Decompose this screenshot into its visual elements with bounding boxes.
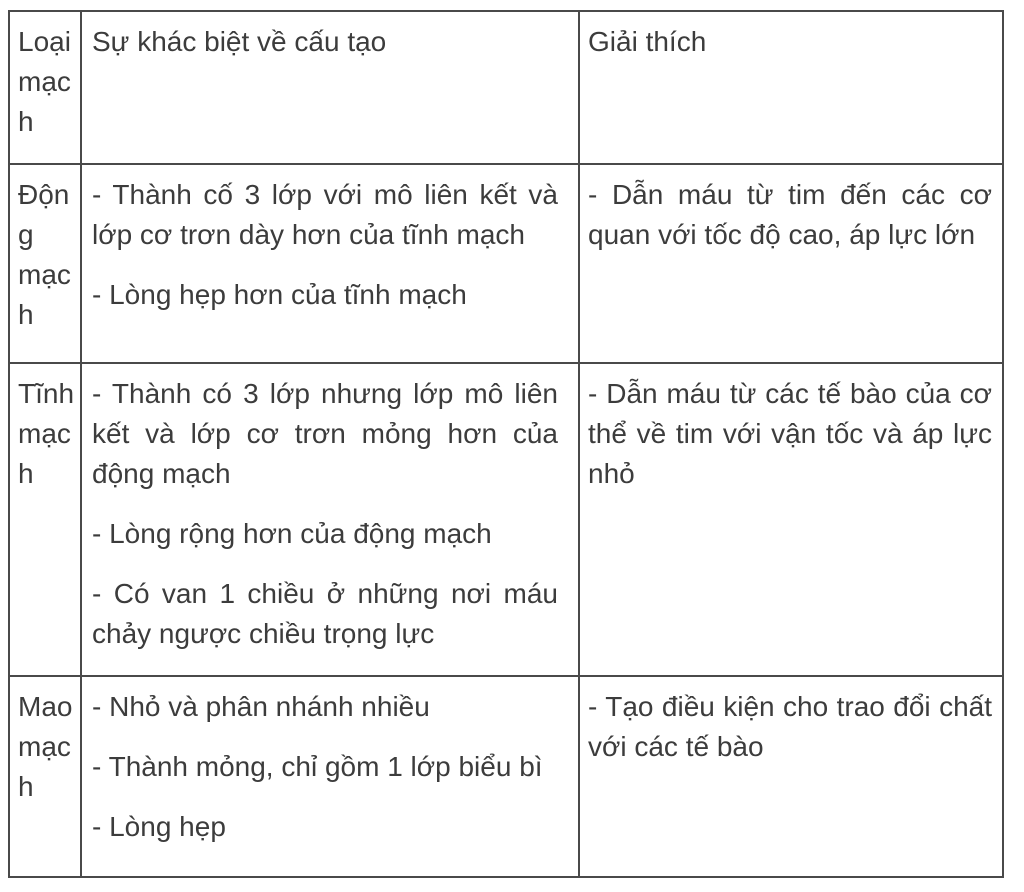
bullet-paragraph: - Thành cố 3 lớp với mô liên kết và lớp cơ trơn dày hơn của tĩnh mạch <box>92 179 558 250</box>
bullet-paragraph: - Dẫn máu từ tim đến các cơ quan với tốc độ cao, áp lực lớn <box>588 179 992 250</box>
vessel-comparison-table-container <box>8 10 1004 878</box>
bullet-paragraph: - Thành có 3 lớp nhưng lớp mô liên kết và lớp cơ trơn mỏng hơn của động mạch <box>92 378 558 489</box>
bullet-paragraph: - Lòng rộng hơn của động mạch <box>92 518 492 549</box>
table-row-artery <box>9 164 1003 363</box>
explanation-cell-vein <box>579 363 1003 676</box>
bullet-paragraph: - Tạo điều kiện cho trao đổi chất với các tế bào <box>588 691 992 762</box>
bullet-paragraph: - Thành mỏng, chỉ gồm 1 lớp biểu bì <box>92 751 543 782</box>
header-cell-explanation: Giải thích <box>579 11 1003 164</box>
structure-cell-capillary <box>81 676 579 877</box>
bullet-paragraph: - Dẫn máu từ các tế bào của cơ thể về tim với vận tốc và áp lực nhỏ <box>588 378 992 489</box>
row-label-artery: Động mạch <box>9 164 81 363</box>
row-label-capillary: Mao mạch <box>9 676 81 877</box>
explanation-cell-capillary <box>579 676 1003 877</box>
header-cell-vessel-type: Loại mạch <box>9 11 81 164</box>
bullet-paragraph: - Có van 1 chiều ở những nơi máu chảy ngược chiều trọng lực <box>92 578 558 649</box>
structure-cell-artery <box>81 164 579 363</box>
table-row-vein <box>9 363 1003 676</box>
header-row <box>9 11 1003 164</box>
table-row-capillary <box>9 676 1003 877</box>
vessel-comparison-table <box>8 10 1004 878</box>
bullet-paragraph: - Nhỏ và phân nhánh nhiều <box>92 691 430 722</box>
bullet-paragraph: - Lòng hẹp hơn của tĩnh mạch <box>92 279 467 310</box>
row-label-vein: Tĩnh mạch <box>9 363 81 676</box>
explanation-cell-artery <box>579 164 1003 363</box>
header-cell-structure-difference: Sự khác biệt về cấu tạo <box>81 11 579 164</box>
bullet-paragraph: - Lòng hẹp <box>92 811 226 842</box>
structure-cell-vein <box>81 363 579 676</box>
